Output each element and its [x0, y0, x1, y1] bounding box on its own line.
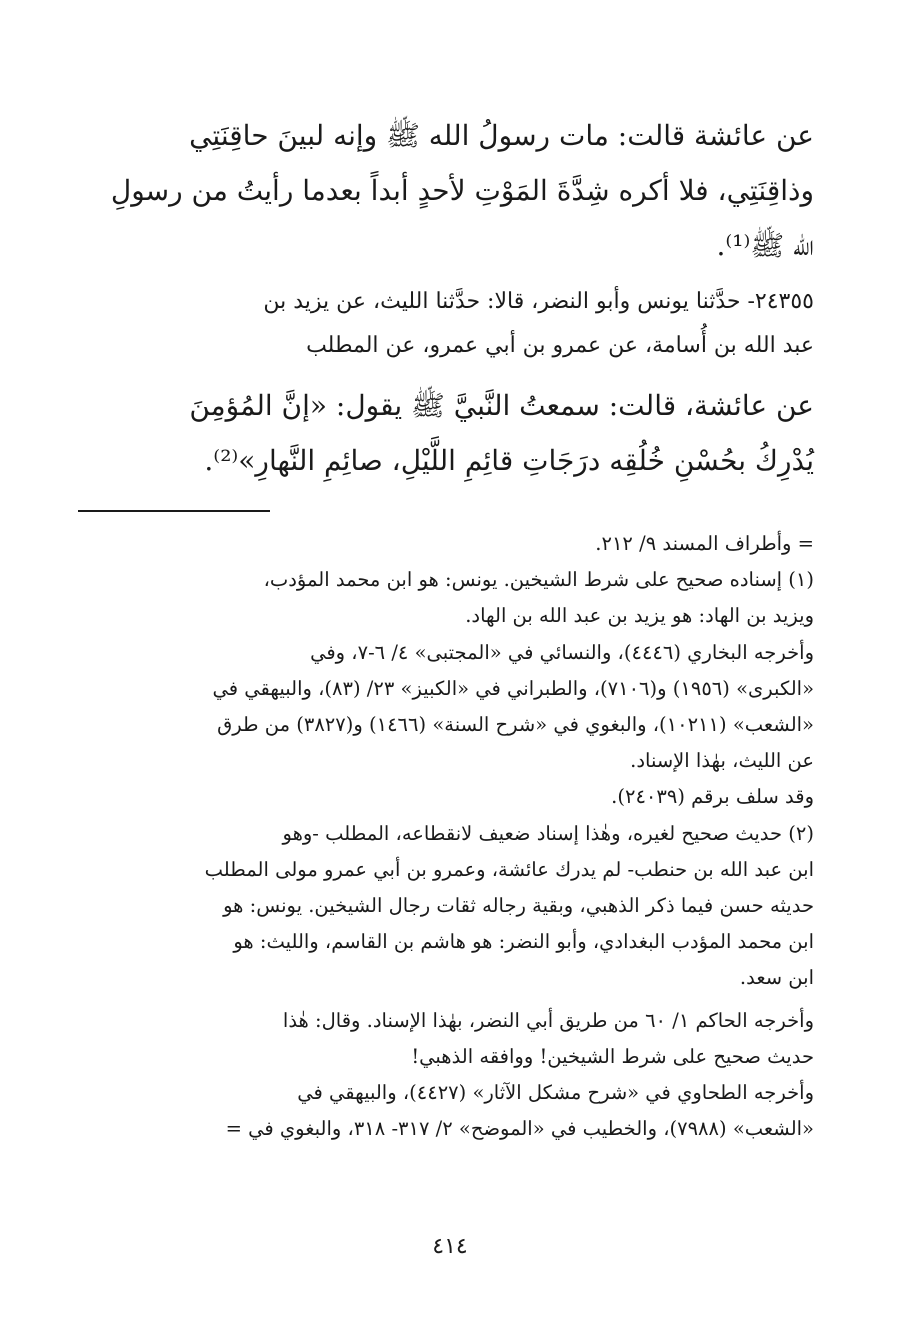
footnote-line: وقد سلف برقم (٢٤٠٣٩).: [611, 785, 814, 809]
text-line: ٢٤٣٥٥- حدَّثنا يونس وأبو النضر، قالا: حدَّثنا الليث، عن يزيد بن: [263, 289, 814, 314]
footnote-line: ويزيد بن الهاد: هو يزيد بن عبد الله بن الهاد.: [465, 604, 814, 628]
hadith-1-text: [80, 108, 814, 273]
page-number: ٤١٤: [432, 1234, 468, 1259]
footnote-line: وأخرجه الحاكم ١/ ٦٠ من طريق أبي النضر، بهٰذا الإسناد. وقال: هٰذا: [282, 1008, 814, 1032]
isnad-2-text: [80, 280, 814, 368]
text-line: يُدْرِكُ بحُسْنِ خُلُقِه درَجَاتِ قائِمِ اللَّيْلِ، صائِمِ النَّهارِ»⁽²⁾.: [204, 444, 814, 477]
footnote-line: = وأطراف المسند ٩/ ٢١٢.: [595, 532, 814, 555]
footnote-separator: [78, 510, 270, 512]
footnote-line: «الشعب» (٧٩٨٨)، والخطيب في «الموضح» ٢/ ٣١٧- ٣١٨، والبغوي في =: [225, 1117, 814, 1141]
footnote-line: (١) إسناده صحيح على شرط الشيخين. يونس: هو ابن محمد المؤدب،: [263, 568, 814, 592]
footnote-line: ابن محمد المؤدب البغدادي، وأبو النضر: هو هاشم بن القاسم، والليث: هو: [233, 930, 814, 954]
footnote-line: ابن سعد.: [739, 966, 814, 990]
footnote-line: حديثه حسن فيما ذكر الذهبي، وبقية رجاله ثقات رجال الشيخين. يونس: هو: [223, 894, 814, 918]
text-line: وذاقِنَتِي، فلا أكره شِدَّةَ المَوْتِ لأحدٍ أبداً بعدما رأيتُ من رسولِ: [110, 174, 814, 207]
footnote-line: وأخرجه الطحاوي في «شرح مشكل الآثار» (٤٤٢٧)، والبيهقي في: [297, 1081, 814, 1105]
footnote-line: «الشعب» (١٠٢١١)، والبغوي في «شرح السنة» (١٤٦٦) و(٣٨٢٧) من طرق: [217, 713, 814, 737]
hadith-2-text: [80, 378, 814, 488]
footnotes: [78, 526, 814, 1147]
text-line: عبد الله بن أُسامة، عن عمرو بن أبي عمرو، عن المطلب: [306, 333, 814, 358]
footnote-line: ابن عبد الله بن حنطب- لم يدرك عائشة، وعمرو بن أبي عمرو مولى المطلب: [204, 857, 814, 881]
text-line: الله ﷺ⁽¹⁾.: [716, 229, 814, 262]
footnote-line: وأخرجه البخاري (٤٤٤٦)، والنسائي في «المجتبى» ٤/ ٦-٧، وفي: [310, 640, 814, 664]
text-line: عن عائشة قالت: مات رسولُ الله ﷺ وإنه لبينَ حاقِنَتِي: [189, 119, 814, 152]
footnote-line: حديث صحيح على شرط الشيخين! ووافقه الذهبي!: [411, 1044, 814, 1068]
footnote-line: «الكبرى» (١٩٥٦) و(٧١٠٦)، والطبراني في «الكبيز» ٢٣/ (٨٣)، والبيهقي في: [212, 676, 814, 700]
footnote-line: (٢) حديث صحيح لغيره، وهٰذا إسناد ضعيف لانقطاعه، المطلب -وهو: [282, 821, 814, 845]
footnote-line: عن الليث، بهٰذا الإسناد.: [630, 749, 814, 773]
text-line: عن عائشة، قالت: سمعتُ النَّبيَّ ﷺ يقول: «إنَّ المُؤمِنَ: [189, 389, 814, 422]
